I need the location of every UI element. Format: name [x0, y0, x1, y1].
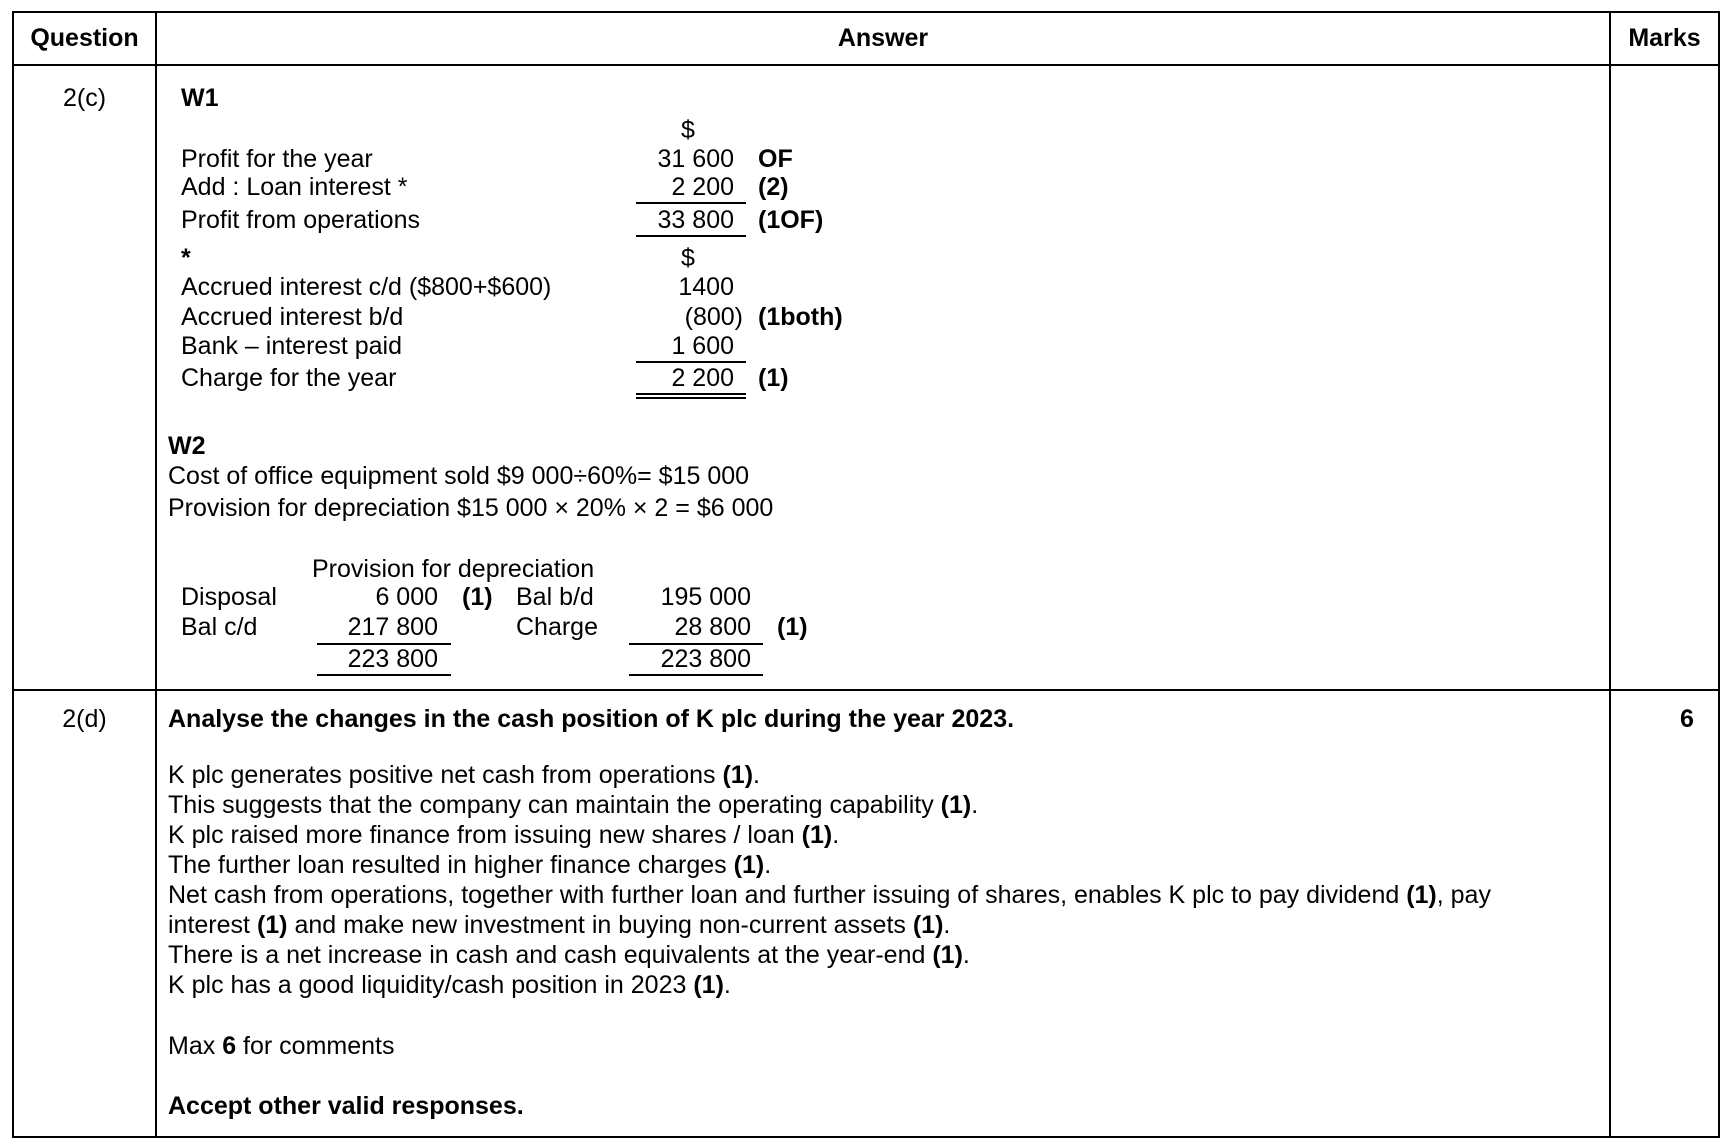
question-prompt: Analyse the changes in the cash position of K plc during the year 2023.	[168, 705, 1015, 733]
marking-point-long-cont: interest (1) and make new investment in buying non-current assets (1).	[168, 911, 951, 939]
marking-point: This suggests that the company can maintain the operating capability (1).	[168, 791, 979, 819]
double-rule-bottom	[636, 397, 746, 399]
marking-point: The further loan resulted in higher finance charges (1).	[168, 851, 772, 879]
w1-note-mark: (1)	[758, 364, 789, 392]
marking-point: K plc generates positive net cash from operations (1).	[168, 761, 760, 789]
w2-line-2: Provision for depreciation $15 000 × 20% × 2 = $6 000	[168, 494, 774, 522]
subtotal-rule	[636, 202, 746, 204]
header-marks: Marks	[1628, 24, 1701, 52]
question-number-2c: 2(c)	[62, 84, 107, 112]
account-debit-label: Disposal	[181, 583, 277, 611]
w1-note-label: Bank – interest paid	[181, 332, 402, 360]
account-debit-total: 223 800	[347, 645, 438, 673]
w1-note-value: (800)	[684, 303, 743, 331]
w1-title: W1	[181, 84, 219, 112]
double-rule-top	[636, 393, 746, 395]
w2-title: W2	[168, 432, 206, 460]
total-rule	[636, 235, 746, 237]
w1-row-value: 33 800	[657, 206, 734, 234]
w1-note-value: 1400	[678, 273, 734, 301]
subtotal-rule	[636, 361, 746, 363]
account-credit-mark: (1)	[777, 613, 808, 641]
account-credit-label: Bal b/d	[516, 583, 594, 611]
account-credit-total: 223 800	[660, 645, 751, 673]
marking-point: There is a net increase in cash and cash equivalents at the year-end (1).	[168, 941, 970, 969]
marking-point: K plc has a good liquidity/cash position in 2023 (1).	[168, 971, 731, 999]
w1-row-value: 31 600	[657, 145, 734, 173]
marks-2d: 6	[1680, 705, 1694, 733]
account-debit-label: Bal c/d	[181, 613, 258, 641]
w1-row-mark: OF	[758, 145, 793, 173]
w1-row-value: 2 200	[671, 173, 734, 201]
account-title: Provision for depreciation	[312, 555, 595, 583]
question-number-2d: 2(d)	[62, 705, 107, 733]
w1-currency-2: $	[681, 244, 695, 272]
marking-point-long: Net cash from operations, together with further loan and further issuing of shares, enables K plc to pay dividend (1), pay	[168, 881, 1491, 909]
account-credit-label: Charge	[516, 613, 598, 641]
accept-note: Accept other valid responses.	[168, 1092, 524, 1120]
w1-currency: $	[681, 116, 695, 144]
account-debit-value: 217 800	[347, 613, 438, 641]
account-rule	[317, 674, 451, 676]
w1-row-label: Add : Loan interest *	[181, 173, 408, 201]
account-debit-value: 6 000	[375, 583, 438, 611]
w1-note-label: Accrued interest b/d	[181, 303, 404, 331]
header-answer: Answer	[837, 24, 929, 52]
account-credit-value: 28 800	[674, 613, 751, 641]
header-question: Question	[30, 24, 139, 52]
w1-row-mark: (2)	[758, 173, 789, 201]
w2-line-1: Cost of office equipment sold $9 000÷60%= $15 000	[168, 462, 750, 490]
marking-point: K plc raised more finance from issuing new shares / loan (1).	[168, 821, 840, 849]
w1-note-star: *	[181, 244, 191, 272]
w1-row-label: Profit for the year	[181, 145, 373, 173]
w1-note-label: Accrued interest c/d ($800+$600)	[181, 273, 552, 301]
account-credit-value: 195 000	[660, 583, 751, 611]
w1-row-label: Profit from operations	[181, 206, 420, 234]
w1-note-value: 1 600	[671, 332, 734, 360]
w1-note-value: 2 200	[671, 364, 734, 392]
w1-row-mark: (1OF)	[758, 206, 824, 234]
max-marks-note: Max 6 for comments	[168, 1032, 395, 1060]
account-rule	[629, 674, 763, 676]
w1-note-label: Charge for the year	[181, 364, 397, 392]
account-debit-mark: (1)	[462, 583, 493, 611]
w1-note-mark: (1both)	[758, 303, 843, 331]
